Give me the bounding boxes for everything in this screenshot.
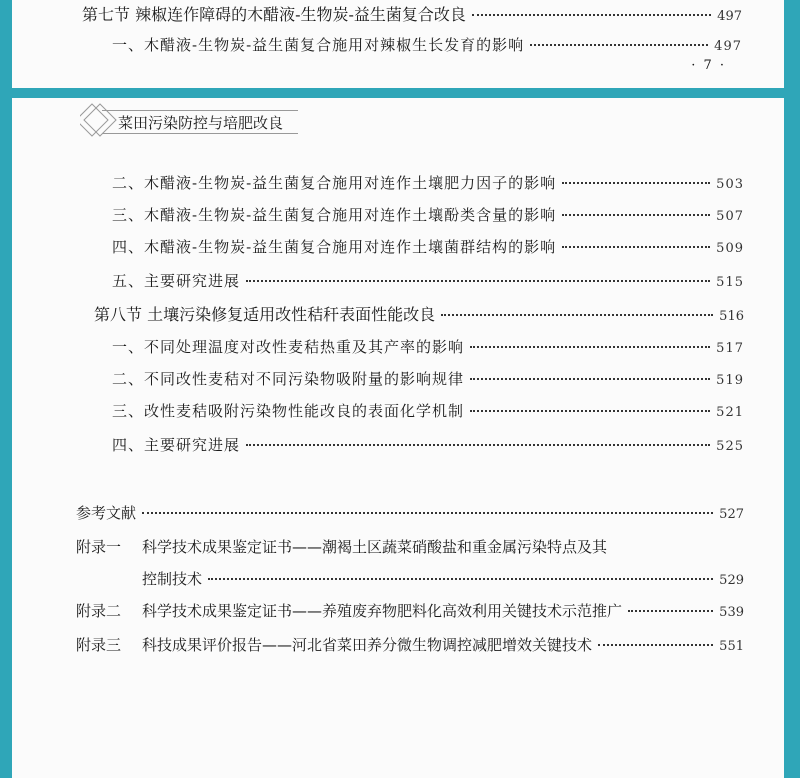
toc-entry[interactable] (112, 172, 744, 193)
toc-label: 三、改性麦秸吸附污染物性能改良的表面化学机制 (112, 402, 465, 420)
leader-dots (208, 578, 713, 580)
toc-page-number: 515 (716, 275, 744, 290)
toc-entry[interactable] (112, 236, 744, 257)
leader-dots (441, 314, 713, 316)
toc-page-number: 551 (719, 639, 744, 654)
leader-dots (470, 410, 710, 412)
toc-entry-appendix-1[interactable] (76, 536, 744, 557)
toc-page-number: 517 (716, 341, 744, 356)
appendix-title-line1: 科学技术成果鉴定证书——养殖废弃物肥料化高效利用关键技术示范推广 (142, 602, 623, 620)
toc-page-number: 521 (716, 405, 744, 420)
toc-page-number: 525 (716, 439, 744, 454)
toc-label: 二、木醋液-生物炭-益生菌复合施用对连作土壤肥力因子的影响 (112, 174, 557, 192)
toc-label: 三、木醋液-生物炭-益生菌复合施用对连作土壤酚类含量的影响 (112, 206, 557, 224)
toc-entry-appendix-3[interactable] (76, 634, 744, 655)
toc-label: 四、木醋液-生物炭-益生菌复合施用对连作土壤菌群结构的影响 (112, 238, 557, 256)
toc-page-number: 529 (719, 573, 744, 588)
appendix-key: 附录二 (76, 602, 122, 620)
toc-entry-appendix-2[interactable] (76, 600, 744, 621)
toc-entry[interactable] (112, 400, 744, 421)
toc-page-number: 503 (716, 177, 744, 192)
leader-dots (470, 346, 710, 348)
leader-dots (628, 610, 713, 612)
toc-page-number: 497 (717, 9, 742, 24)
appendix-title-line1: 科技成果评价报告——河北省菜田养分微生物调控减肥增效关键技术 (142, 636, 593, 654)
toc-label: 二、不同改性麦秸对不同污染物吸附量的影响规律 (112, 370, 465, 388)
leader-dots (562, 246, 710, 248)
toc-entry-section-7[interactable] (82, 2, 742, 25)
toc-label: 第八节 土壤污染修复适用改性秸秆表面性能改良 (94, 305, 436, 324)
toc-label: 四、主要研究进展 (112, 436, 241, 454)
toc-page-number: 539 (719, 605, 744, 620)
leader-dots (246, 280, 710, 282)
appendix-key: 附录三 (76, 636, 122, 654)
toc-entry[interactable] (112, 204, 744, 225)
appendix-title-line1: 科学技术成果鉴定证书——潮褐土区蔬菜硝酸盐和重金属污染特点及其 (142, 538, 608, 556)
toc-label: 五、主要研究进展 (112, 272, 241, 290)
running-head-title: 菜田污染防控与培肥改良 (118, 114, 284, 132)
running-head (80, 102, 300, 138)
toc-label: 一、木醋液-生物炭-益生菌复合施用对辣椒生长发育的影响 (112, 36, 525, 54)
leader-dots (142, 512, 713, 514)
toc-entry[interactable] (112, 270, 744, 291)
toc-entry-appendix-1-cont[interactable] (142, 568, 744, 589)
toc-page-number: 516 (719, 309, 744, 324)
toc-page-number: 509 (716, 241, 744, 256)
leader-dots (562, 182, 710, 184)
previous-page (12, 0, 784, 88)
toc-page-number: 527 (719, 507, 744, 522)
toc-entry-references[interactable] (76, 502, 744, 523)
leader-dots (530, 44, 708, 46)
leader-dots (598, 644, 713, 646)
page-folio: · 7 · (691, 58, 726, 73)
leader-dots (246, 444, 710, 446)
toc-page-number: 497 (714, 39, 742, 54)
leader-dots (472, 14, 711, 16)
toc-entry[interactable] (112, 336, 744, 357)
toc-label: 一、不同处理温度对改性麦秸热重及其产率的影响 (112, 338, 465, 356)
leader-dots (562, 214, 710, 216)
appendix-title-line2: 控制技术 (142, 570, 203, 588)
leader-dots (470, 378, 710, 380)
toc-label: 第七节 辣椒连作障碍的木醋液-生物炭-益生菌复合改良 (82, 5, 466, 24)
appendix-key: 附录一 (76, 538, 122, 556)
toc-entry-section-8[interactable] (94, 302, 744, 325)
toc-page-number: 507 (716, 209, 744, 224)
toc-entry[interactable] (112, 368, 744, 389)
toc-entry[interactable] (112, 434, 744, 455)
toc-label: 参考文献 (76, 504, 137, 522)
toc-page (12, 98, 784, 778)
toc-page-number: 519 (716, 373, 744, 388)
toc-entry[interactable] (112, 34, 742, 55)
